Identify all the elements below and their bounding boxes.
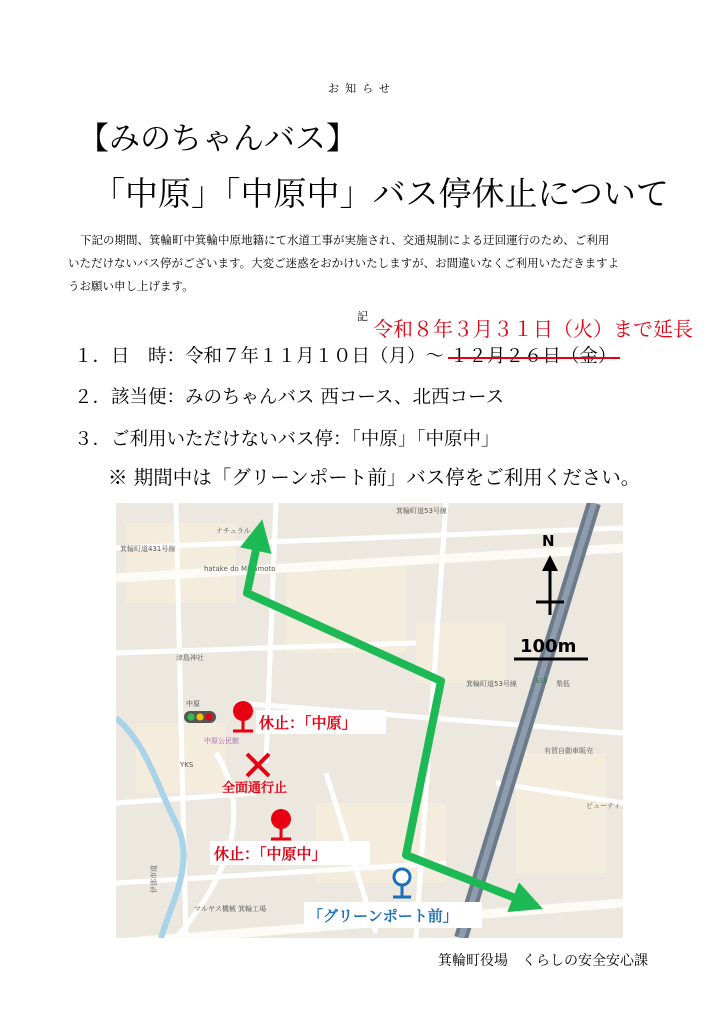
bus-stop-pin-icon [233,701,253,721]
intro-paragraph [68,229,668,298]
detour-map [116,503,623,938]
item-date [74,342,616,368]
poi-kougi: 梨低 [556,680,570,688]
road-label-iji: 伊那市道 [150,865,158,893]
stops-value: 「中原」「中原中」 [351,429,500,450]
compass-label: N [542,532,555,550]
date-label: １．日 時： [74,346,186,367]
stops-label: ３．ご利用いただけないバス停： [74,429,352,450]
intro-line: うお願い申し上げます。 [68,279,194,293]
item-note: ※ 期間中は「グリーンポート前」バス停をご利用ください。 [108,466,641,489]
stop1-label: 休止：「中原」 [259,714,357,732]
ki-mark: 記 [357,310,368,323]
road-label-53b: 箕輪町道53号線 [466,680,517,688]
poi-maruyasu: マルヤス機械 箕輪工場 [194,905,267,913]
poi-yks: YKS [180,761,194,769]
poi-arisei: 有賀自動車販売 [544,747,593,755]
road-label-53a: 箕輪町道53号線 [396,507,447,515]
poi-natural: ナチュラル [216,527,251,535]
intro-line: いただけないバス停がございます。大変ご迷惑をおかけいたしますが、お間違いなくご利用いただきますよ [68,256,620,270]
poi-beauty: ビューティ [586,802,621,810]
bus-stop-pin-icon [271,809,291,829]
extension-notice: 令和８年３月３１日（火）まで延長 [373,317,693,341]
service-name: 【みのちゃんバス】 [78,121,357,157]
service-value: みのちゃんバス 西コース、北西コース [185,387,505,408]
item-service [74,383,504,409]
poi-tsushima: 津島神社 [176,654,204,662]
poi-hatake: hatake do Miyamoto [204,565,276,573]
intro-line: 下記の期間、箕輪町中箕輪中原地籍にて水道工事が実施され、交通規制による迂回運行のため、ご利用 [80,233,610,247]
item-stops [74,425,500,451]
road-label-431: 箕輪町道431号線 [120,545,176,553]
date-value: 令和７年１１月１０日（月）～ [185,346,445,367]
date-old-end: １２月２６日（金） [449,346,617,367]
signal-label: 中原 [186,700,200,708]
alt-bus-stop-icon [394,869,410,885]
footer-department: 箕輪町役場 くらしの安全安心課 [438,953,648,969]
service-label: ２．該当便： [74,387,186,408]
route-badge: E19 [536,678,548,685]
notice-heading: お知らせ [328,82,396,95]
page-title: 「中原」「中原中」バス停休止について [92,174,669,213]
closure-label: 全面通行止 [222,781,288,796]
scale-label: 100m [520,636,577,657]
alt-stop-label: 「グリーンポート前」 [308,907,458,925]
stop2-label: 休止：「中原中」 [214,845,327,863]
poi-kouminkan: 中原公民館 [204,737,239,745]
